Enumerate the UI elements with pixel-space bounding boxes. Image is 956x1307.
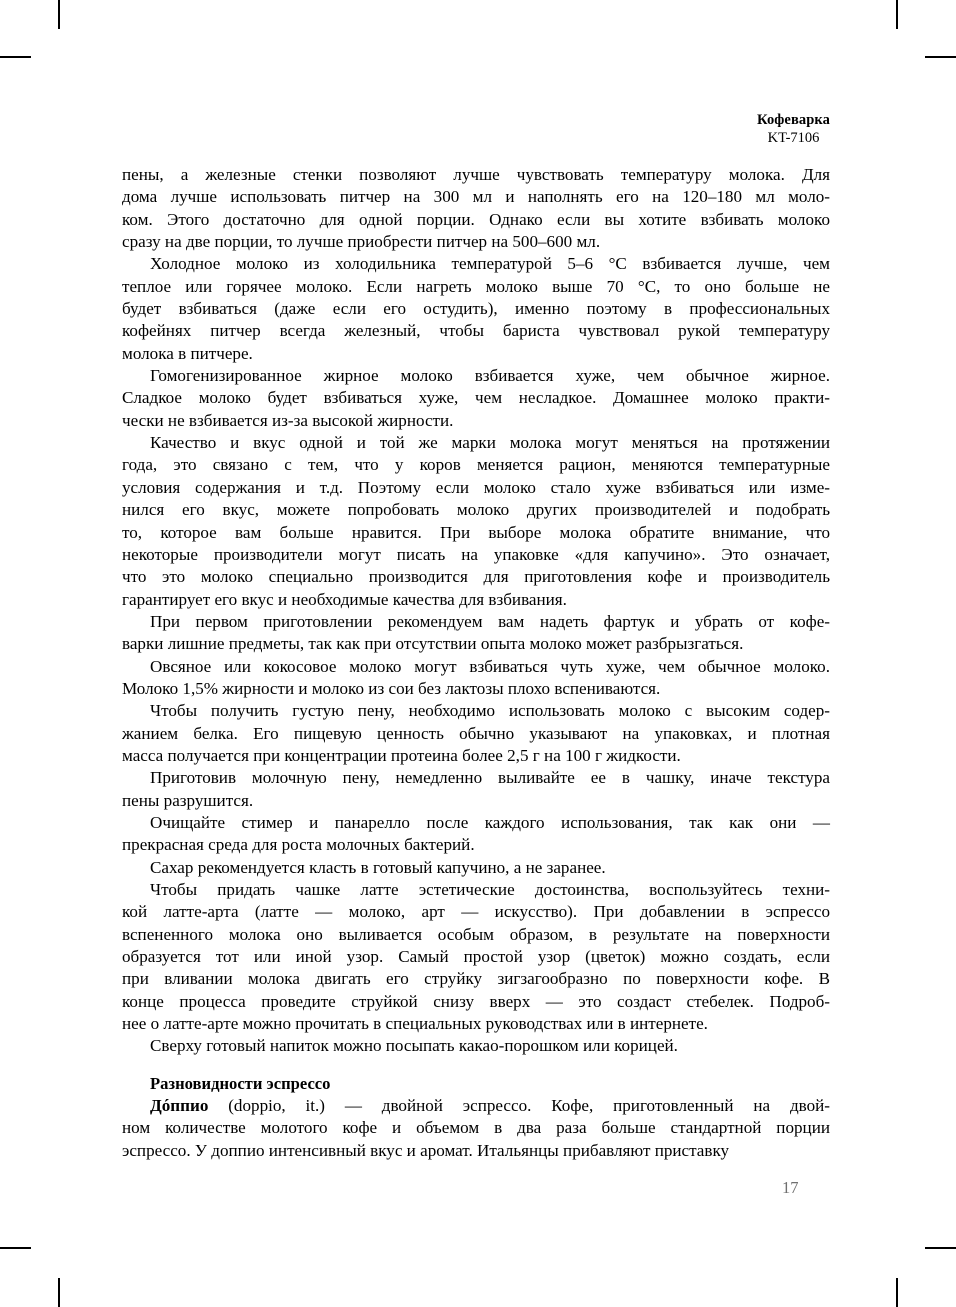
text-line: ном количестве молотого кофе и объемом в два раза больше стандартной порции bbox=[122, 1118, 830, 1138]
paragraph-quality-taste bbox=[122, 432, 830, 611]
text-line: Молоко 1,5% жирности и молоко из сои без лактозы плохо вспениваются. bbox=[122, 678, 661, 698]
paragraph-oat-coconut bbox=[122, 656, 830, 701]
text-line: прекрасная среда для роста молочных бактерий. bbox=[122, 835, 475, 855]
crop-mark-bottom-right-vertical bbox=[896, 1278, 898, 1307]
text-line: нился его вкус, можете попробовать молоко других производителей и подобрать bbox=[122, 500, 830, 520]
text-line: будет взбиваться (даже если его остудить), именно поэтому в профессиональных bbox=[122, 299, 830, 319]
text-line: пены разрушится. bbox=[122, 790, 254, 810]
paragraph-first-use-apron bbox=[122, 611, 830, 656]
text-line: Гомогенизированное жирное молоко взбивается хуже, чем обычное жирное. bbox=[150, 366, 830, 386]
lead-term: Дóппио bbox=[150, 1096, 209, 1116]
crop-mark-top-right-vertical bbox=[896, 0, 898, 29]
crop-mark-bottom-left-horizontal bbox=[0, 1247, 31, 1249]
text-line: чески не взбивается из-за высокой жирности. bbox=[122, 410, 454, 430]
text-line: ком. Этого достаточно для одной порции. Однако если вы хотите взбивать молоко bbox=[122, 209, 830, 229]
text-line: образуется тот или иной узор. Самый простой узор (цветок) можно создать, если bbox=[122, 947, 830, 967]
text-line: кой латте-арта (латте — молоко, арт — искусство). При добавлении в эспрессо bbox=[122, 902, 830, 922]
paragraph-latte-art bbox=[122, 879, 830, 1035]
text-line: молока в питчере. bbox=[122, 343, 253, 363]
running-head-model: KT-7106 bbox=[767, 129, 820, 146]
text-line: жанием белка. Его пищевую ценность обычно указывают на упаковках, и плотная bbox=[122, 723, 830, 743]
text-line: некоторые производители могут писать на упаковке «для капучино». Это означает, bbox=[122, 544, 830, 564]
crop-mark-bottom-right-horizontal bbox=[925, 1247, 956, 1249]
text-line: Дóппио (doppio, it.) — двойной эспрессо. Кофе, приготовленный на двой- bbox=[150, 1096, 830, 1116]
text-line: При первом приготовлении рекомендуем вам надеть фартук и убрать от кофе- bbox=[150, 611, 830, 631]
paragraph-cold-milk bbox=[122, 253, 830, 365]
paragraph-cocoa-cinnamon bbox=[122, 1035, 830, 1057]
text-line: кофейнях питчер всегда железный, чтобы бариста чувствовал рукой температуру bbox=[122, 321, 830, 341]
text-line: масса получается при концентрации протеина более 2,5 г на 100 г жидкости. bbox=[122, 745, 681, 765]
text-line: года, это связано с тем, что у коров меняется рацион, меняются температурные bbox=[122, 455, 830, 475]
section-heading: Разновидности эспрессо bbox=[150, 1073, 331, 1093]
text-line: Чтобы придать чашке латте эстетические достоинства, воспользуйтесь техни- bbox=[150, 880, 830, 899]
text-line: Овсяное или кокосовое молоко могут взбиваться чуть хуже, чем обычное молоко. bbox=[150, 656, 830, 676]
text-line: то, которое вам больше нравится. При выборе молока обратите внимание, что bbox=[122, 522, 830, 542]
paragraph-sugar bbox=[122, 857, 830, 879]
text-line: Сладкое молоко будет взбиваться хуже, чем несладкое. Домашнее молоко практи- bbox=[122, 388, 830, 408]
crop-mark-top-right-horizontal bbox=[925, 56, 956, 58]
running-head bbox=[757, 112, 830, 147]
text-line: Очищайте стимер и панарелло после каждого использования, так как они — bbox=[150, 812, 830, 832]
paragraph-clean-steamer bbox=[122, 812, 830, 857]
text-line: эспрессо. У доппио интенсивный вкус и аромат. Итальянцы прибавляют приставку bbox=[122, 1140, 730, 1160]
text-line: при вливании молока двигать его струйку зигзагообразно по поверхности кофе. В bbox=[122, 969, 830, 989]
paragraph-pour-immediately bbox=[122, 767, 830, 812]
paragraph-homogenized bbox=[122, 365, 830, 432]
text-line: Чтобы получить густую пену, необходимо использовать молоко с высоким содер- bbox=[150, 701, 830, 721]
text-line: Сверху готовый напиток можно посыпать какао-порошком или корицей. bbox=[150, 1036, 678, 1056]
text-line: что это молоко специально производится для приготовления кофе и производитель bbox=[122, 567, 830, 587]
crop-mark-top-left-vertical bbox=[58, 0, 60, 29]
text-line: Приготовив молочную пену, немедленно выливайте ее в чашку, иначе текстура bbox=[150, 768, 830, 788]
text-line: условия содержания и т.д. Поэтому если молоко стало хуже взбиваться или изме- bbox=[122, 477, 830, 497]
paragraph-doppio bbox=[122, 1095, 830, 1162]
text-line: конце процесса проведите струйкой снизу вверх — это создаст стебелек. Подроб- bbox=[122, 991, 830, 1011]
text-line: дома лучше использовать питчер на 300 мл и наполнять его на 120–180 мл моло- bbox=[122, 187, 830, 207]
crop-mark-top-left-horizontal bbox=[0, 56, 31, 58]
text-line: Холодное молоко из холодильника температурой 5–6 °C взбивается лучше, чем bbox=[150, 254, 830, 274]
text-line: сразу на две порции, то лучше приобрести питчер на 500–600 мл. bbox=[122, 232, 601, 252]
text-line: вспененного молока оно выливается особым образом, в результате на поверхности bbox=[122, 924, 830, 944]
paragraph-protein-foam bbox=[122, 700, 830, 767]
text-line: нее о латте-арте можно прочитать в специальных руководствах или в интернете. bbox=[122, 1014, 708, 1034]
text-line: теплое или горячее молоко. Если нагреть молоко выше 70 °C, то оно больше не bbox=[122, 276, 830, 296]
text-line: Качество и вкус одной и той же марки молока могут меняться на протяжении bbox=[150, 433, 830, 453]
text-line: пены, а железные стенки позволяют лучше чувствовать температуру молока. Для bbox=[122, 165, 830, 184]
text-line: варки лишние предметы, так как при отсутствии опыта молоко может разбрызгаться. bbox=[122, 634, 744, 654]
crop-mark-bottom-left-vertical bbox=[58, 1278, 60, 1307]
page-number: 17 bbox=[782, 1178, 799, 1197]
paragraph-pitcher bbox=[122, 164, 830, 253]
text-line: Сахар рекомендуется класть в готовый капучино, а не заранее. bbox=[150, 857, 606, 877]
body-text-block bbox=[122, 164, 830, 1162]
text-line: гарантирует его вкус и необходимые качества для взбивания. bbox=[122, 589, 567, 609]
running-head-title: Кофеварка bbox=[757, 112, 830, 128]
